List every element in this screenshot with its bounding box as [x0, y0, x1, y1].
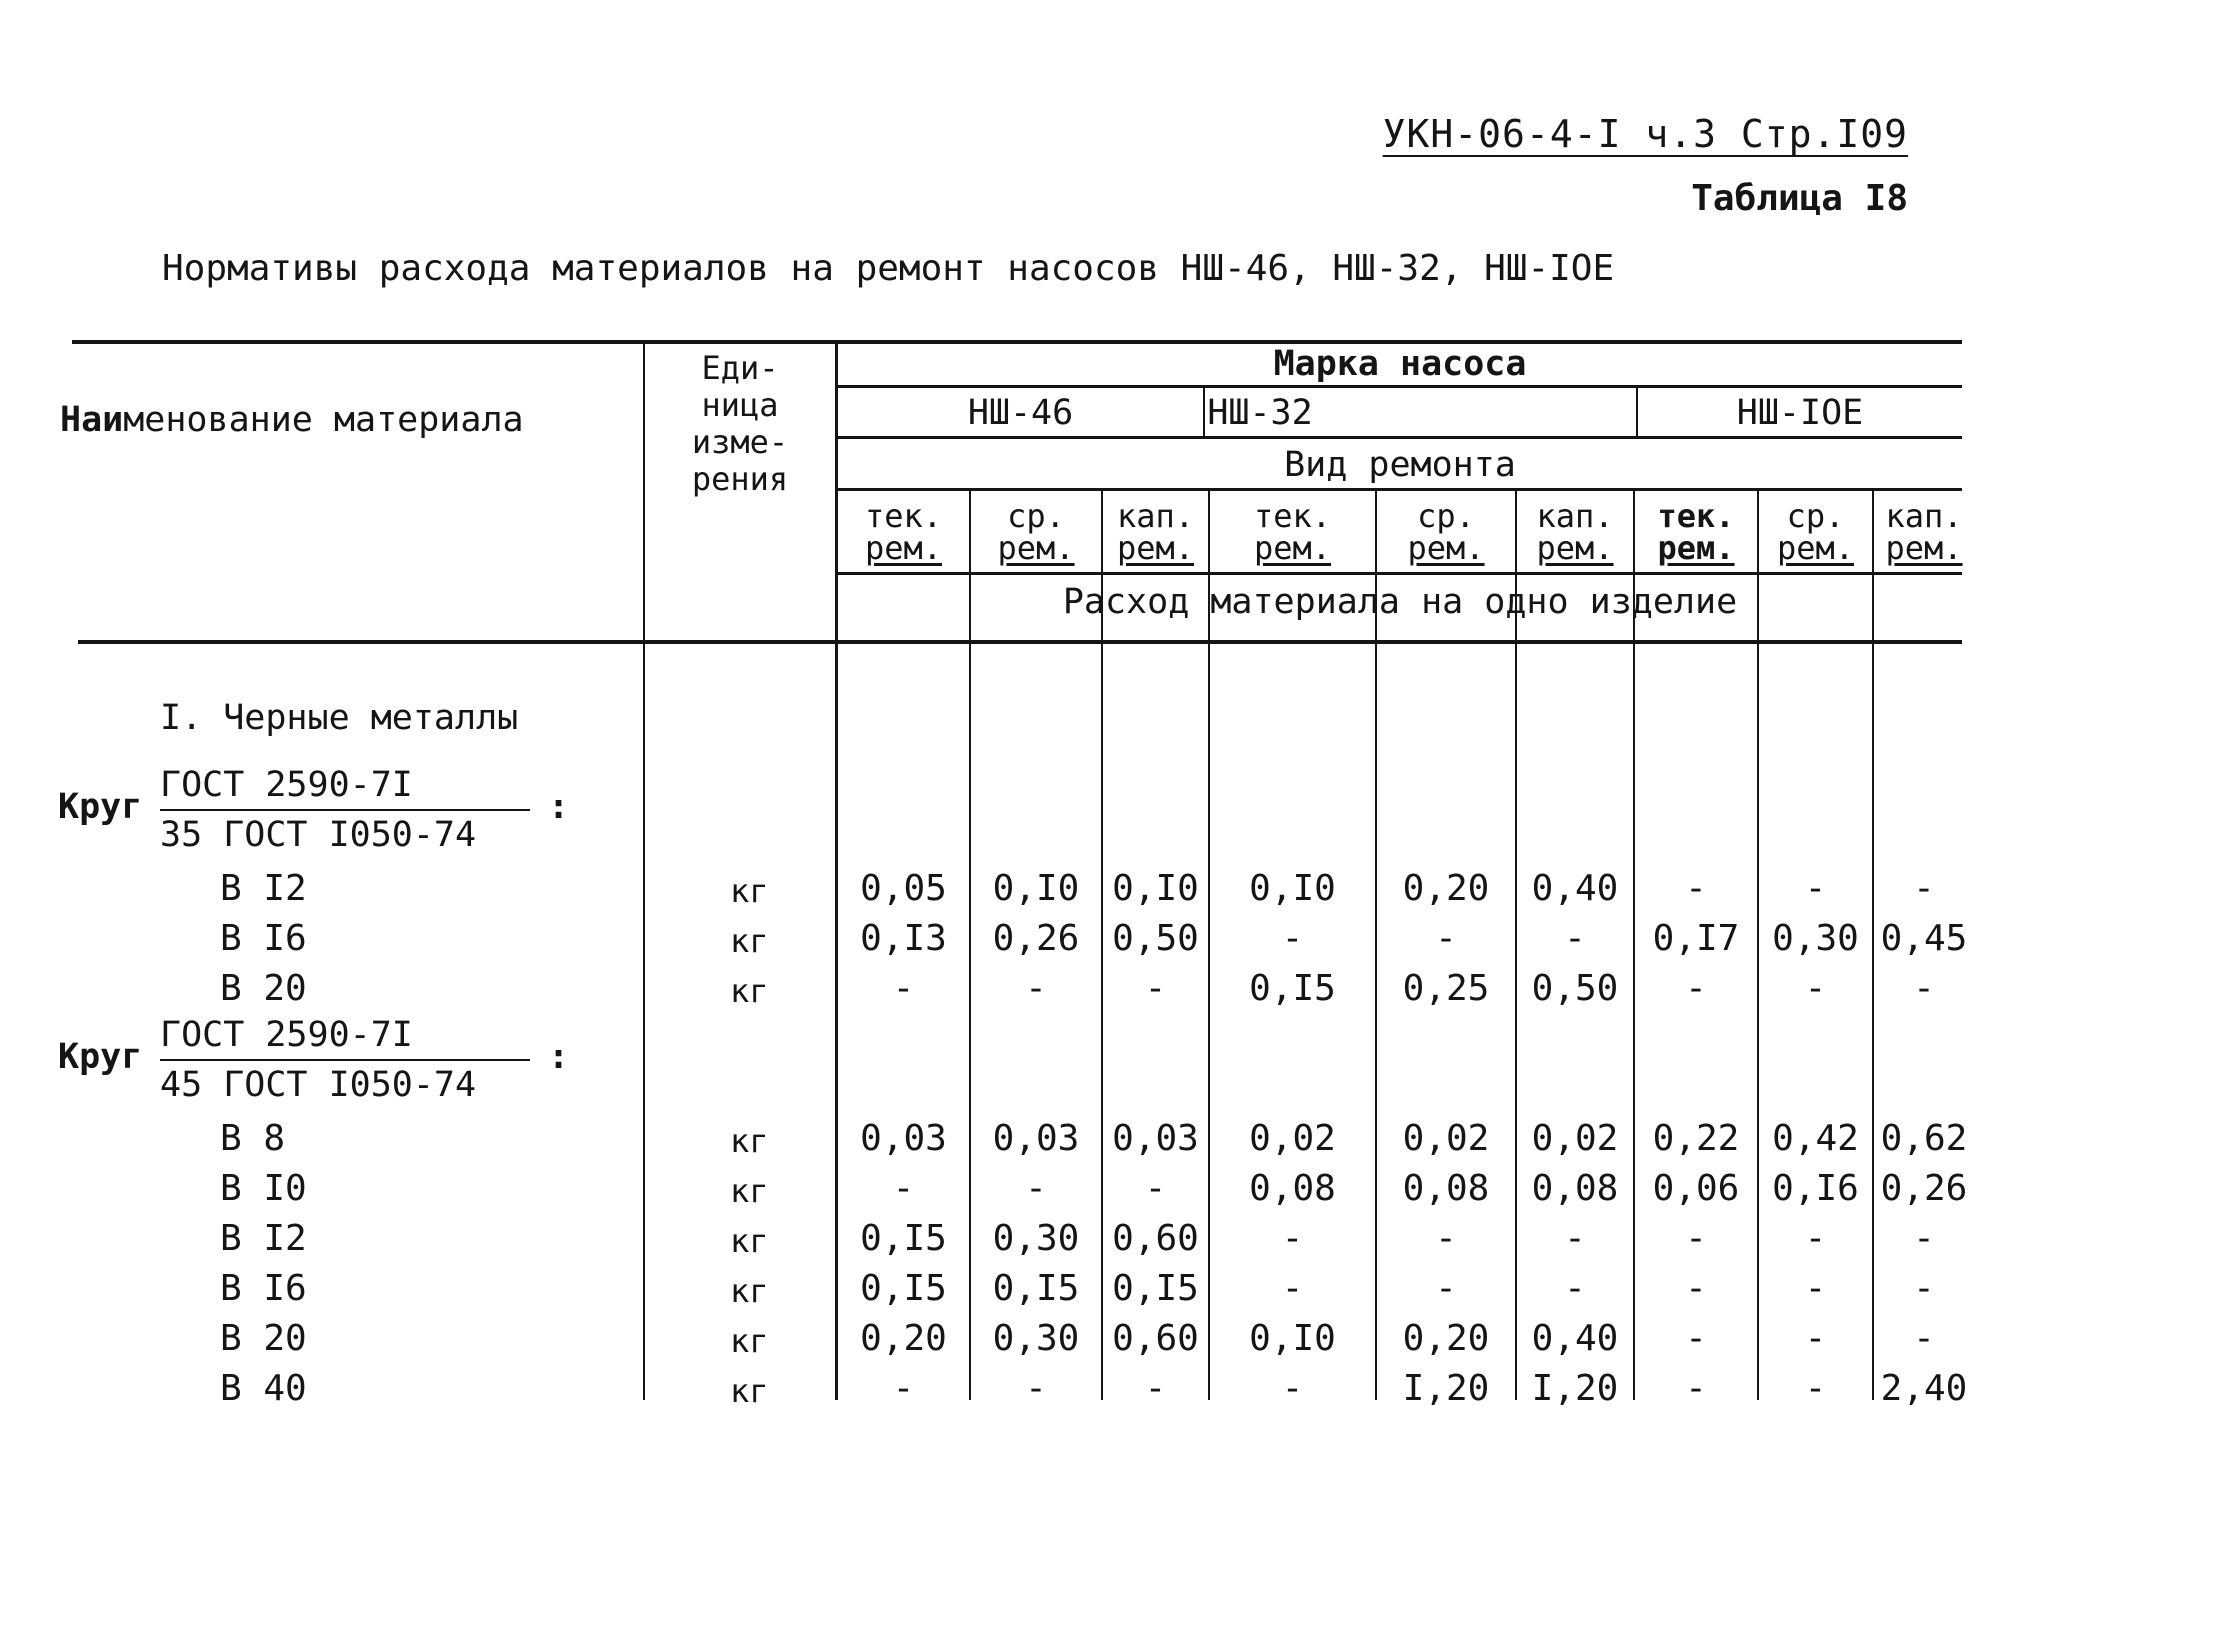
row-value: -: [1804, 1218, 1827, 1259]
repair-type-header: Вид ремонта: [1284, 445, 1516, 485]
table-row: [0, 1318, 2218, 1368]
row-value: -: [1564, 1218, 1586, 1259]
row-value: 0,03: [1112, 1118, 1199, 1159]
row-unit: кг: [730, 1122, 769, 1160]
row-value: -: [1281, 918, 1304, 959]
row-value: 0,02: [1249, 1118, 1336, 1159]
consumption-header: Расход материала на одно изделие: [1062, 582, 1738, 622]
row-value: I,20: [1531, 1368, 1619, 1409]
row-value: -: [1281, 1218, 1304, 1259]
row-value: 0,30: [992, 1318, 1080, 1359]
table-row: [0, 1118, 2218, 1168]
row-value: -: [1685, 1268, 1707, 1309]
row-value: 0,08: [1531, 1168, 1619, 1209]
row-value: -: [1913, 1218, 1935, 1259]
row-size: В I2: [220, 868, 307, 909]
row-size: В 40: [220, 1368, 307, 1409]
row-value: -: [1025, 1368, 1047, 1409]
subcol-nsh46-tek: тек. рем.: [864, 497, 943, 567]
row-value: -: [1564, 1268, 1586, 1309]
row-value: 0,03: [860, 1118, 947, 1159]
row-value: 0,45: [1880, 918, 1968, 959]
row-unit: кг: [730, 1372, 769, 1410]
row-value: -: [1804, 1318, 1827, 1359]
row-value: -: [1144, 1168, 1167, 1209]
row-value: 0,08: [1249, 1168, 1336, 1209]
subcol-nsh46-sr: ср. рем.: [997, 497, 1075, 567]
row-value: 0,02: [1531, 1118, 1619, 1159]
document-title: Нормативы расхода материалов на ремонт насосов НШ-46, НШ-32, НШ-IOE: [162, 248, 1615, 289]
row-unit: кг: [730, 1172, 769, 1210]
pump-nsh32: НШ-32: [1207, 393, 1313, 433]
row-value: -: [1804, 1368, 1827, 1409]
group-2-denominator: 45 ГОСТ I050-74: [160, 1065, 477, 1105]
row-value: 0,50: [1112, 918, 1199, 959]
row-value: -: [1913, 868, 1935, 909]
row-value: 0,26: [992, 918, 1080, 959]
row-value: 0,I5: [992, 1268, 1080, 1309]
row-value: 0,06: [1652, 1168, 1740, 1209]
table-row: [0, 1368, 2218, 1418]
pump-nsh10e: НШ-IOE: [1736, 393, 1864, 433]
row-value: I,20: [1402, 1368, 1490, 1409]
row-value: 0,I5: [860, 1218, 947, 1259]
row-value: -: [1281, 1368, 1304, 1409]
row-value: -: [1804, 1268, 1827, 1309]
table-row: [0, 868, 2218, 918]
row-value: 0,60: [1112, 1318, 1199, 1359]
row-value: 0,I5: [860, 1268, 947, 1309]
row-value: 0,25: [1402, 968, 1490, 1009]
group-1-numerator: ГОСТ 2590-7I: [160, 765, 413, 805]
row-value: -: [1913, 1318, 1935, 1359]
group-2-numerator: ГОСТ 2590-7I: [160, 1015, 413, 1055]
row-size: В I0: [220, 1168, 307, 1209]
row-value: -: [1281, 1268, 1304, 1309]
table-row: [0, 918, 2218, 968]
row-value: 0,08: [1402, 1168, 1490, 1209]
document-code: УКН-06-4-I ч.3 Стр.I09: [1382, 112, 1908, 156]
row-value: 0,I0: [1249, 1318, 1336, 1359]
row-value: -: [1564, 918, 1586, 959]
row-value: -: [1685, 868, 1707, 909]
row-value: 0,26: [1880, 1168, 1968, 1209]
table-row: [0, 968, 2218, 1018]
row-value: 0,62: [1880, 1118, 1968, 1159]
row-value: -: [1804, 968, 1827, 1009]
subcol-nsh10e-kap: кап. рем.: [1885, 497, 1963, 567]
pump-brand-header: Марка насоса: [1273, 344, 1527, 384]
row-value: -: [1144, 1368, 1167, 1409]
row-value: -: [1685, 1318, 1707, 1359]
row-unit: кг: [730, 1272, 769, 1310]
row-value: -: [1913, 968, 1935, 1009]
row-value: 0,30: [992, 1218, 1080, 1259]
row-value: -: [1685, 968, 1707, 1009]
row-value: -: [892, 968, 915, 1009]
row-value: 0,I6: [1772, 1168, 1859, 1209]
row-value: 0,I0: [1112, 868, 1199, 909]
row-value: 0,40: [1531, 868, 1619, 909]
row-value: -: [1144, 968, 1167, 1009]
row-unit: кг: [730, 1222, 769, 1260]
row-size: В I2: [220, 1218, 307, 1259]
row-value: 0,60: [1112, 1218, 1199, 1259]
row-value: 0,20: [860, 1318, 947, 1359]
row-value: 0,I3: [860, 918, 947, 959]
row-value: 2,40: [1880, 1368, 1968, 1409]
row-value: 0,I7: [1652, 918, 1740, 959]
subcol-nsh32-sr: ср. рем.: [1407, 497, 1485, 567]
row-value: -: [1435, 1218, 1457, 1259]
subcol-nsh46-kap: кап. рем.: [1116, 497, 1195, 567]
row-value: 0,40: [1531, 1318, 1619, 1359]
row-unit: кг: [730, 972, 769, 1010]
table-row: [0, 1168, 2218, 1218]
row-value: -: [1804, 868, 1827, 909]
group-1-label: Круг: [58, 787, 143, 827]
group-2-label: Круг: [58, 1037, 143, 1077]
row-value: -: [892, 1168, 915, 1209]
row-value: 0,02: [1402, 1118, 1490, 1159]
row-value: 0,I5: [1249, 968, 1336, 1009]
row-size: В I6: [220, 1268, 307, 1309]
row-size: В 8: [220, 1118, 286, 1159]
row-value: 0,30: [1772, 918, 1859, 959]
row-value: 0,I0: [992, 868, 1080, 909]
row-value: -: [892, 1368, 915, 1409]
material-name-header: Наименование материала: [60, 400, 524, 440]
row-value: 0,50: [1531, 968, 1619, 1009]
row-value: 0,05: [860, 868, 947, 909]
row-value: 0,20: [1402, 1318, 1490, 1359]
unit-header: Еди- ница изме- рения: [691, 349, 789, 498]
subcol-nsh10e-sr: ср. рем.: [1776, 497, 1855, 567]
table-row: [0, 1268, 2218, 1318]
pump-nsh46: НШ-46: [967, 393, 1074, 433]
row-value: -: [1025, 968, 1047, 1009]
row-value: -: [1435, 918, 1457, 959]
row-size: В I6: [220, 918, 307, 959]
row-size: В 20: [220, 968, 307, 1009]
row-value: 0,I0: [1249, 868, 1336, 909]
table-number: Таблица I8: [1691, 178, 1908, 219]
table-row: [0, 1218, 2218, 1268]
section-title: I. Черные металлы: [160, 698, 519, 738]
row-value: 0,03: [992, 1118, 1080, 1159]
row-value: -: [1435, 1268, 1457, 1309]
row-value: -: [1025, 1168, 1047, 1209]
row-value: 0,I5: [1112, 1268, 1199, 1309]
row-value: -: [1685, 1218, 1707, 1259]
row-value: 0,22: [1652, 1118, 1740, 1159]
row-unit: кг: [730, 872, 769, 910]
row-unit: кг: [730, 1322, 769, 1360]
subcol-nsh32-kap: кап. рем.: [1536, 497, 1614, 567]
subcol-nsh32-tek: тек. рем.: [1253, 497, 1332, 567]
row-value: 0,20: [1402, 868, 1490, 909]
row-value: 0,42: [1772, 1118, 1859, 1159]
group-1-denominator: 35 ГОСТ I050-74: [160, 815, 477, 855]
row-value: -: [1913, 1268, 1935, 1309]
row-unit: кг: [730, 922, 769, 960]
subcol-nsh10e-tek: тек. рем.: [1657, 497, 1735, 567]
row-size: В 20: [220, 1318, 307, 1359]
row-value: -: [1685, 1368, 1707, 1409]
